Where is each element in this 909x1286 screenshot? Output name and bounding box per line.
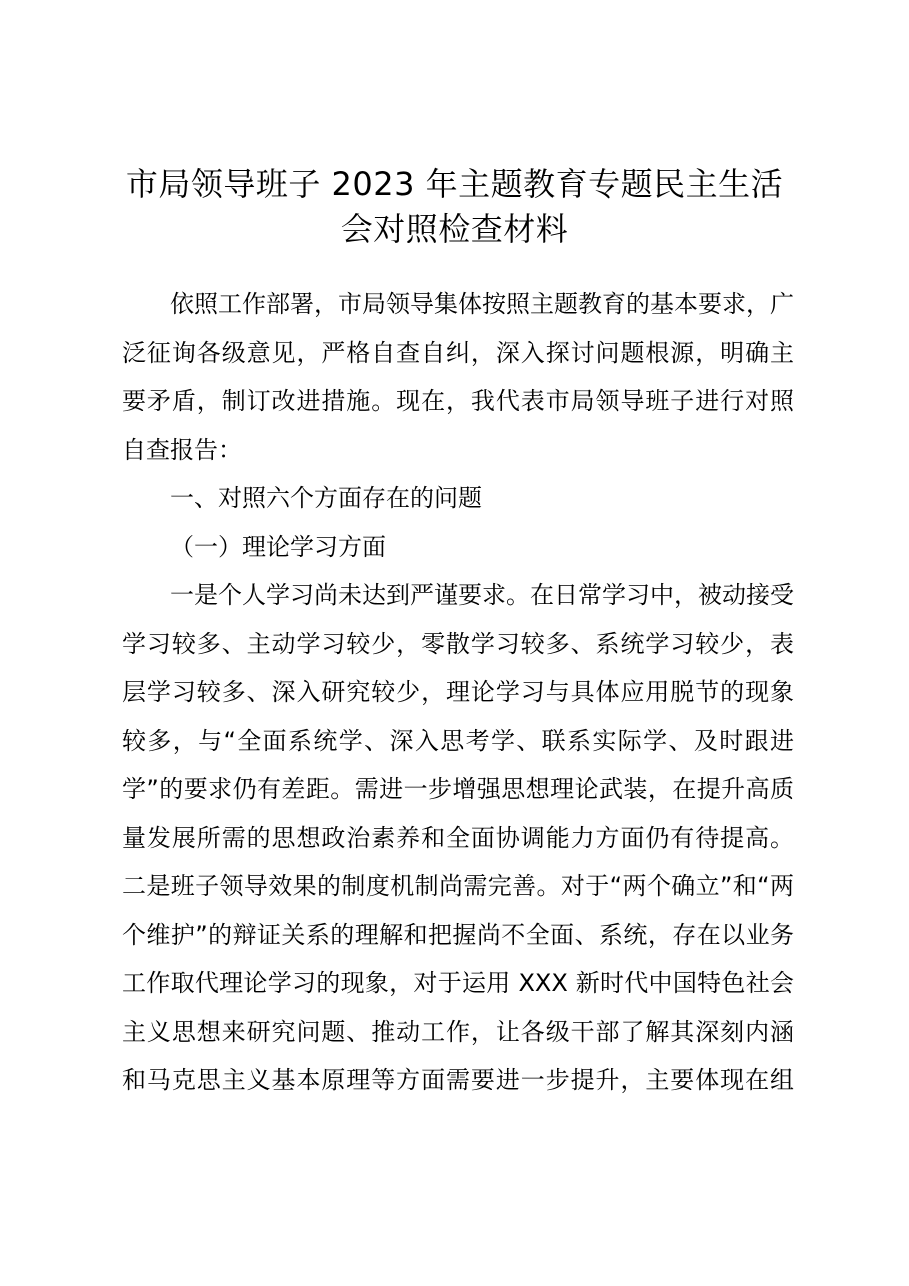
- paragraph-line: 层学习较多、深入研究较少，理论学习与具体应用脱节的现象: [122, 678, 794, 706]
- paragraph-line: 依照工作部署，市局领导集体按照主题教育的基本要求，广: [170, 290, 794, 318]
- paragraph-line: 较多，与“全面系统学、深入思考学、联系实际学、及时跟进: [122, 726, 794, 755]
- paragraph-line: 主义思想来研究问题、推动工作，让各级干部了解其深刻内涵: [122, 1017, 794, 1046]
- paragraph-line: 一是个人学习尚未达到严谨要求。在日常学习中，被动接受: [170, 581, 794, 609]
- section-heading: 一、对照六个方面存在的问题: [170, 484, 482, 512]
- paragraph-line: 学”的要求仍有差距。需进一步增强思想理论武装，在提升高质: [122, 775, 794, 803]
- paragraph-line: 泛征询各级意见，严格自查自纠，深入探讨问题根源，明确主: [122, 338, 794, 367]
- paragraph-line: 要矛盾，制订改进措施。现在，我代表市局领导班子进行对照: [122, 387, 794, 415]
- document-body: [122, 280, 794, 1105]
- paragraph-line: 工作取代理论学习的现象，对于运用 XXX 新时代中国特色社会: [122, 969, 794, 997]
- title-line-1: 市局领导班子 2023 年主题教育专题民主生活: [125, 165, 784, 203]
- subsection-heading: （一）理论学习方面: [170, 532, 386, 561]
- paragraph-line: 个维护”的辩证关系的理解和把握尚不全面、系统，存在以业务: [122, 920, 794, 949]
- document-title: [100, 162, 809, 252]
- paragraph-line: 二是班子领导效果的制度机制尚需完善。对于“两个确立”和“两: [122, 872, 794, 900]
- paragraph-line: 和马克思主义基本原理等方面需要进一步提升，主要体现在组: [122, 1066, 794, 1094]
- paragraph-line: 自查报告：: [122, 435, 242, 464]
- paragraph-line: 学习较多、主动学习较少，零散学习较多、系统学习较少，表: [122, 629, 794, 658]
- title-line-2: 会对照检查材料: [340, 210, 569, 248]
- paragraph-line: 量发展所需的思想政治素养和全面协调能力方面仍有待提高。: [122, 823, 794, 852]
